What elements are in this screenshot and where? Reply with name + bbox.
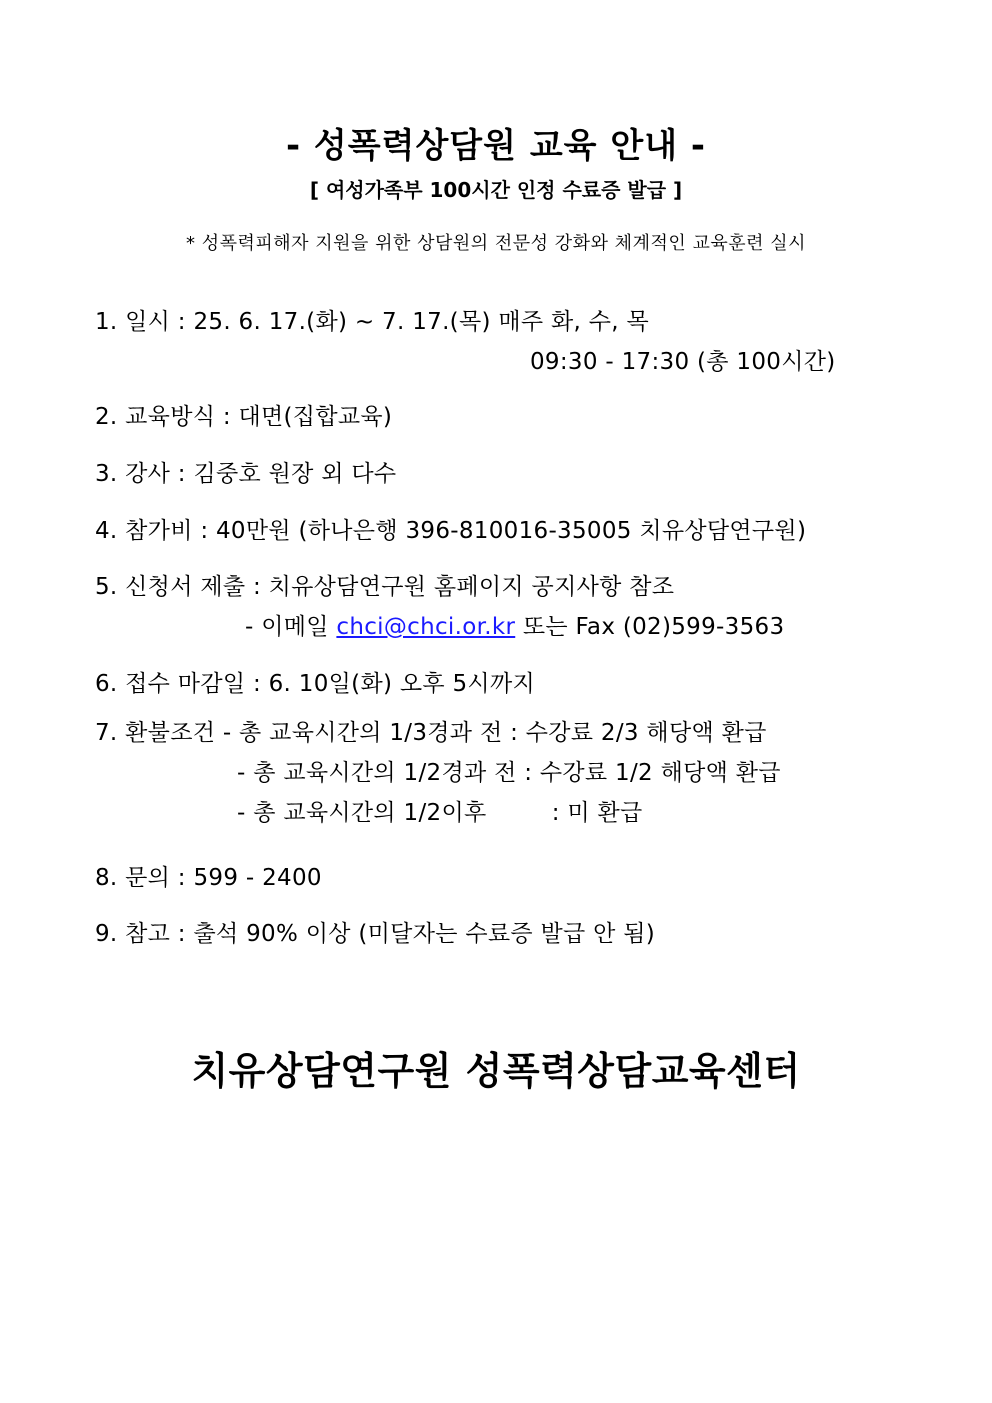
apply-email-prefix: - 이메일 [245,614,329,640]
apply-line-2 [245,608,784,641]
apply-email-suffix: 또는 Fax (02)599-3563 [522,614,785,640]
lecturer-line: 3. 강사 : 김중호 원장 외 다수 [95,461,397,487]
refund-line-3 [237,794,643,827]
inquiry-line: 8. 문의 : 599 - 2400 [95,865,322,891]
email-link[interactable]: chci@chci.or.kr [336,614,516,640]
purpose-note: * 성폭력피해자 지원을 위한 상담원의 전문성 강화와 체계적인 교육훈련 실시 [185,233,807,254]
page-subtitle: [ 여성가족부 100시간 인정 수료증 발급 ] [309,178,683,202]
method-line: 2. 교육방식 : 대면(집합교육) [95,404,393,430]
fee-line: 4. 참가비 : 40만원 (하나은행 396-810016-35005 치유상담연구원) [95,518,807,544]
refund-line-1: 7. 환불조건 - 총 교육시간의 1/3경과 전 : 수강료 2/3 해당액 환급 [95,720,767,746]
schedule-line-2: 09:30 - 17:30 (총 100시간) [530,349,836,375]
organization-footer: 치유상담연구원 성폭력상담교육센터 [191,1049,801,1093]
reference-line: 9. 참고 : 출석 90% 이상 (미달자는 수료증 발급 안 됨) [95,921,656,947]
schedule-line-1: 1. 일시 : 25. 6. 17.(화) ~ 7. 17.(목) 매주 화, 수, 목 [95,309,649,335]
page-title: - 성폭력상담원 교육 안내 - [285,126,706,166]
apply-line-1: 5. 신청서 제출 : 치유상담연구원 홈페이지 공지사항 참조 [95,574,675,600]
refund-line-2: - 총 교육시간의 1/2경과 전 : 수강료 1/2 해당액 환급 [237,760,781,786]
refund-line-3-result: : 미 환급 [551,800,643,826]
deadline-line: 6. 접수 마감일 : 6. 10일(화) 오후 5시까지 [95,671,535,697]
refund-line-3-condition: - 총 교육시간의 1/2이후 [237,800,487,826]
